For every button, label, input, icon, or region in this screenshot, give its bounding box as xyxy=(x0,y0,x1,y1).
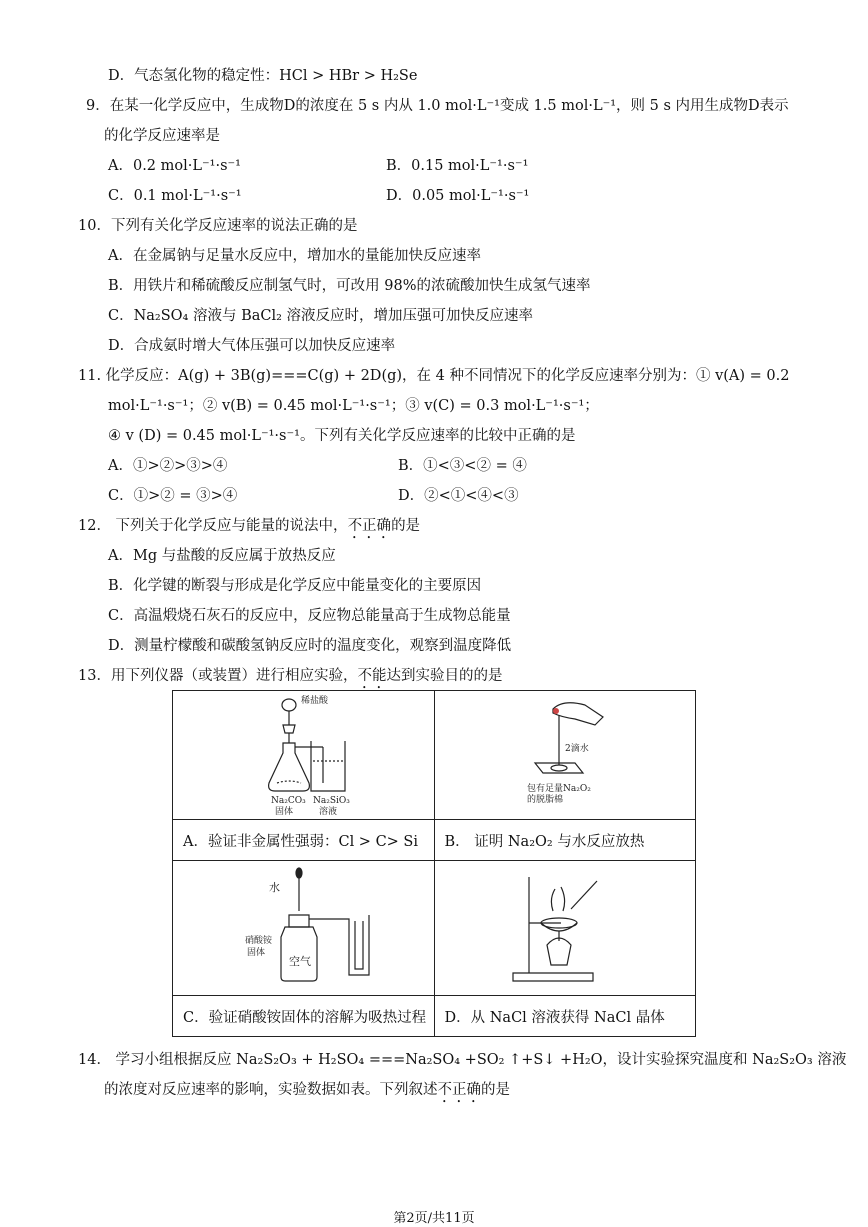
q11-option-b: B．①<③<② = ④ xyxy=(398,458,527,474)
q11-stem: 11. 化学反应：A(g) + 3B(g)===C(g) + 2D(g)，在 4 种不同情况下的化学反应速率分别为：① v(A) = 0.2 xyxy=(78,368,790,384)
figure-c-apparatus xyxy=(173,861,447,995)
q9-stem-cont: 的化学反应速率是 xyxy=(104,128,220,144)
q12-emphasis: 不正确 xyxy=(347,518,392,534)
experiment-table xyxy=(172,690,696,1037)
figure-b-apparatus xyxy=(435,691,683,819)
caption-d: D．从 NaCl 溶液获得 NaCl 晶体 xyxy=(434,996,696,1037)
q9-option-c: C．0.1 mol·L⁻¹·s⁻¹ xyxy=(108,188,242,204)
q10-option-d: D．合成氨时增大气体压强可以加快反应速率 xyxy=(108,338,396,354)
caption-c: C．验证硝酸铵固体的溶解为吸热过程 xyxy=(173,996,435,1037)
figure-c-air-label: 空气 xyxy=(289,955,311,968)
figure-a-cell xyxy=(173,691,435,820)
q12-option-b: B．化学键的断裂与形成是化学反应中能量变化的主要原因 xyxy=(108,578,482,594)
q11-stem-cont: mol·L⁻¹·s⁻¹；② v(B) = 0.45 mol·L⁻¹·s⁻¹；③ v(C) = 0.3 mol·L⁻¹·s⁻¹； xyxy=(108,398,599,414)
q14-emphasis: 不正确 xyxy=(437,1082,481,1098)
figure-c-solid-label: 硝酸铵 xyxy=(245,936,273,946)
q11-option-a: A．①>②>③>④ xyxy=(108,458,228,474)
figure-c-cell xyxy=(173,861,435,996)
figure-b-cell xyxy=(434,691,696,820)
figure-c-solid-label2: 固体 xyxy=(247,948,266,958)
figure-a-left-label2: 固体 xyxy=(275,807,294,817)
q9-option-a: A．0.2 mol·L⁻¹·s⁻¹ xyxy=(108,158,241,174)
q13-emphasis: 不能 xyxy=(357,668,387,684)
figure-d-apparatus xyxy=(435,861,683,995)
q12-option-d: D．测量柠檬酸和碳酸氢钠反应时的温度变化，观察到温度降低 xyxy=(108,638,512,654)
q10-option-b: B．用铁片和稀硫酸反应制氢气时，可改用 98%的浓硫酸加快生成氢气速率 xyxy=(108,278,591,294)
q11-option-d: D．②<①<④<③ xyxy=(398,488,519,504)
caption-a: A．验证非金属性强弱：Cl > C> Si xyxy=(173,820,435,861)
figure-a-left-label: Na₂CO₃ xyxy=(271,796,306,806)
q11-stem-cont2: ④ v (D) = 0.45 mol·L⁻¹·s⁻¹。下列有关化学反应速率的比较中正确的是 xyxy=(108,428,576,444)
figure-a-right-label2: 溶液 xyxy=(319,807,338,817)
q9-stem: 9．在某一化学反应中，生成物D的浓度在 5 s 内从 1.0 mol·L⁻¹变成 1.5 mol·L⁻¹，则 5 s 内用生成物D表示 xyxy=(86,98,789,114)
figure-a-right-label: Na₂SiO₃ xyxy=(313,796,350,806)
q12-option-c: C．高温煅烧石灰石的反应中，反应物总能量高于生成物总能量 xyxy=(108,608,511,624)
q13-stem: 13．用下列仪器（或装置）进行相应实验，不能达到实验目的的是 xyxy=(78,668,503,684)
q10-stem: 10．下列有关化学反应速率的说法正确的是 xyxy=(78,218,358,234)
q9-option-d: D．0.05 mol·L⁻¹·s⁻¹ xyxy=(386,188,530,204)
page-footer: 第2页/共11页 xyxy=(393,1211,475,1226)
q12-stem: 12． 下列关于化学反应与能量的说法中，不正确的是 xyxy=(78,518,421,534)
q11-option-c: C．①>② = ③>④ xyxy=(108,488,238,504)
q14-stem-cont: 的浓度对反应速率的影响，实验数据如表。下列叙述不正确的是 xyxy=(104,1082,510,1098)
figure-b-cotton-label: 包有足量Na₂O₂ xyxy=(526,784,591,794)
figure-d-cell xyxy=(434,861,696,996)
q8-option-d: D．气态氢化物的稳定性：HCl > HBr > H₂Se xyxy=(108,68,418,84)
q10-option-a: A．在金属钠与足量水反应中，增加水的量能加快反应速率 xyxy=(108,248,481,264)
caption-b: B． 证明 Na₂O₂ 与水反应放热 xyxy=(434,820,696,861)
figure-b-water-label: 2滴水 xyxy=(564,744,589,754)
q9-option-b: B．0.15 mol·L⁻¹·s⁻¹ xyxy=(386,158,529,174)
q10-option-c: C．Na₂SO₄ 溶液与 BaCl₂ 溶液反应时，增加压强可加快反应速率 xyxy=(108,308,534,324)
figure-a-apparatus xyxy=(173,691,447,819)
figure-a-acid-label: 稀盐酸 xyxy=(301,696,329,706)
q12-option-a: A．Mg 与盐酸的反应属于放热反应 xyxy=(108,548,336,564)
figure-b-cotton-label2: 的脱脂棉 xyxy=(526,795,563,805)
figure-c-water-label: 水 xyxy=(269,881,280,894)
q14-stem: 14． 学习小组根据反应 Na₂S₂O₃ + H₂SO₄ ===Na₂SO₄ +SO₂ ↑+S↓ +H₂O，设计实验探究温度和 Na₂S₂O₃ 溶液 xyxy=(78,1052,847,1068)
